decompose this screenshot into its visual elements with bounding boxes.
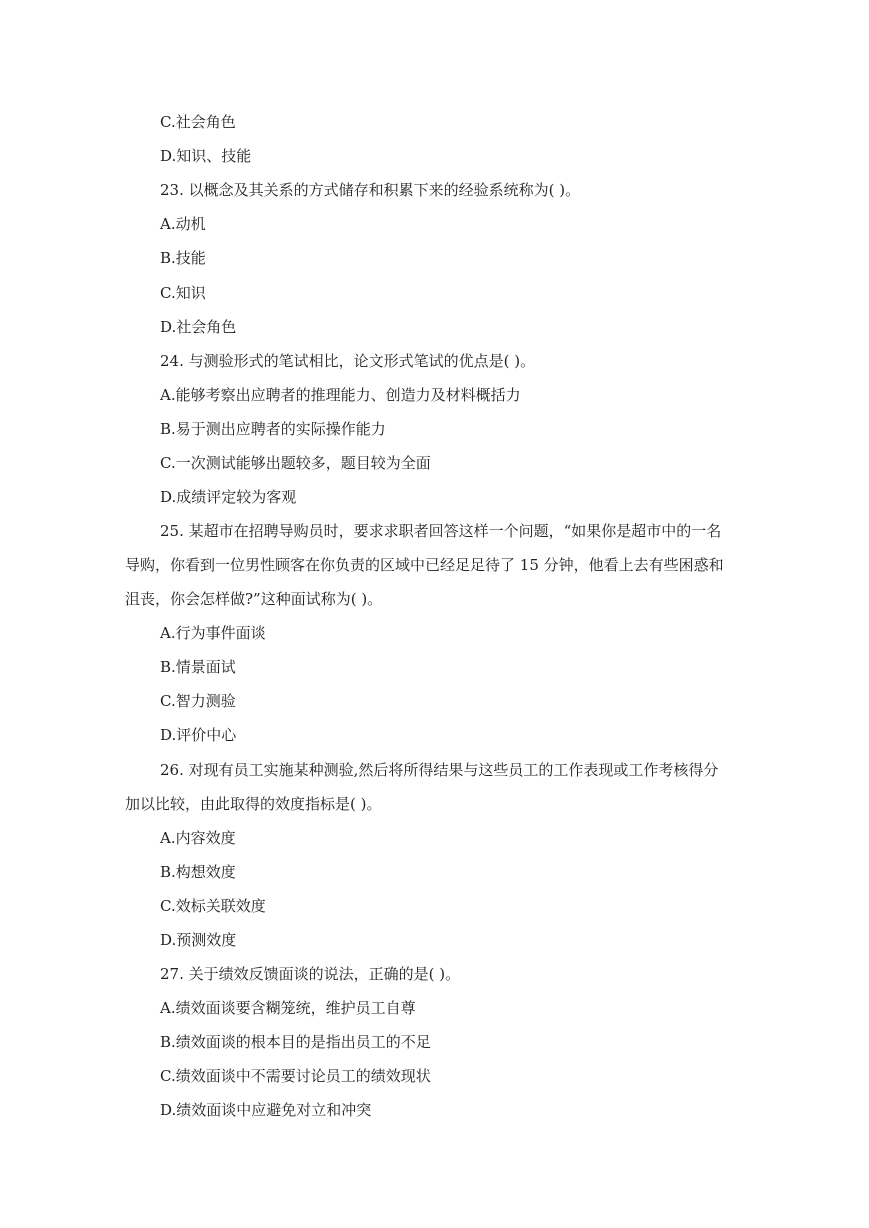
- option-d-q22: D.知识、技能: [160, 147, 252, 165]
- option-d-q25: D.评价中心: [160, 726, 237, 744]
- option-b-q27: B.绩效面谈的根本目的是指出员工的不足: [160, 1033, 431, 1051]
- option-c-q22: C.社会角色: [160, 113, 236, 131]
- option-b-q24: B.易于测出应聘者的实际操作能力: [160, 420, 386, 438]
- option-c-q23: C.知识: [160, 284, 206, 302]
- option-a-q24: A.能够考察出应聘者的推理能力、创造力及材料概括力: [160, 386, 521, 404]
- option-c-q24: C.一次测试能够出题较多，题目较为全面: [160, 454, 431, 472]
- option-c-q26: C.效标关联效度: [160, 897, 266, 915]
- option-b-q23: B.技能: [160, 249, 206, 267]
- question-26-line-1: 26. 对现有员工实施某种测验,然后将所得结果与这些员工的工作表现或工作考核得分: [160, 761, 719, 779]
- question-23: 23. 以概念及其关系的方式储存和积累下来的经验系统称为( )。: [160, 181, 581, 199]
- question-25-line-2: 导购，你看到一位男性顾客在你负责的区域中已经足足待了 15 分钟，他看上去有些困惑和: [125, 556, 724, 574]
- question-25-line-3: 沮丧，你会怎样做?”这种面试称为( )。: [125, 590, 383, 608]
- question-25-line-1: 25. 某超市在招聘导购员时，要求求职者回答这样一个问题，“如果你是超市中的一名: [160, 522, 722, 540]
- question-27: 27. 关于绩效反馈面谈的说法，正确的是( )。: [160, 965, 461, 983]
- option-d-q26: D.预测效度: [160, 931, 237, 949]
- option-a-q26: A.内容效度: [160, 829, 236, 847]
- option-d-q24: D.成绩评定较为客观: [160, 488, 297, 506]
- option-c-q25: C.智力测验: [160, 692, 236, 710]
- option-d-q23: D.社会角色: [160, 318, 237, 336]
- option-b-q26: B.构想效度: [160, 863, 236, 881]
- option-c-q27: C.绩效面谈中不需要讨论员工的绩效现状: [160, 1067, 431, 1085]
- option-a-q27: A.绩效面谈要含糊笼统，维护员工自尊: [160, 999, 416, 1017]
- option-a-q23: A.动机: [160, 215, 206, 233]
- question-26-line-2: 加以比较，由此取得的效度指标是( )。: [125, 795, 382, 813]
- question-24: 24. 与测验形式的笔试相比，论文形式笔试的优点是( )。: [160, 352, 536, 370]
- option-b-q25: B.情景面试: [160, 658, 236, 676]
- option-d-q27: D.绩效面谈中应避免对立和冲突: [160, 1101, 372, 1119]
- option-a-q25: A.行为事件面谈: [160, 624, 266, 642]
